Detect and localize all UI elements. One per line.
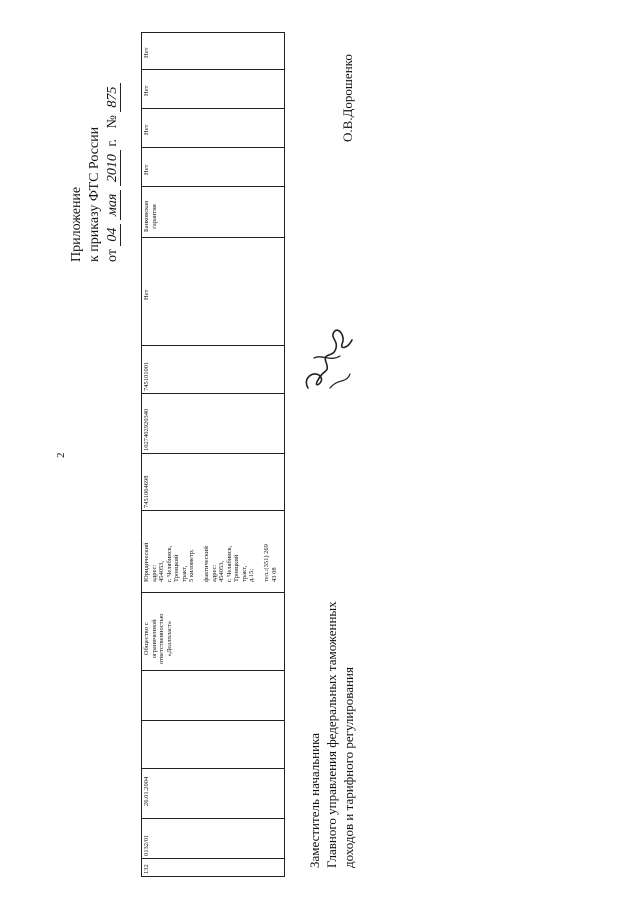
order-number: 875 xyxy=(105,83,121,112)
signatory-name: О.В.Дорошенко xyxy=(340,54,355,142)
date-prefix: от xyxy=(105,249,120,262)
date-suffix: г. xyxy=(105,138,120,147)
date-year: 2010 xyxy=(105,150,121,186)
number-prefix: № xyxy=(105,115,120,129)
appendix-date-line xyxy=(104,83,122,262)
signatory-title-1: Заместитель начальника xyxy=(307,733,322,868)
appendix-title: Приложение xyxy=(69,186,84,262)
appendix-order-ref: к приказу ФТС России xyxy=(87,126,102,262)
signatory-title-2: Главного управления федеральных таможенных xyxy=(324,601,339,868)
date-day: 04 xyxy=(105,224,121,246)
signatory-title-3: доходов и тарифного регулирования xyxy=(341,667,356,868)
page-number: 2 xyxy=(55,452,67,458)
handwritten-signature xyxy=(300,318,360,398)
signatory-name-wrap xyxy=(340,54,356,142)
date-month: мая xyxy=(105,190,121,220)
